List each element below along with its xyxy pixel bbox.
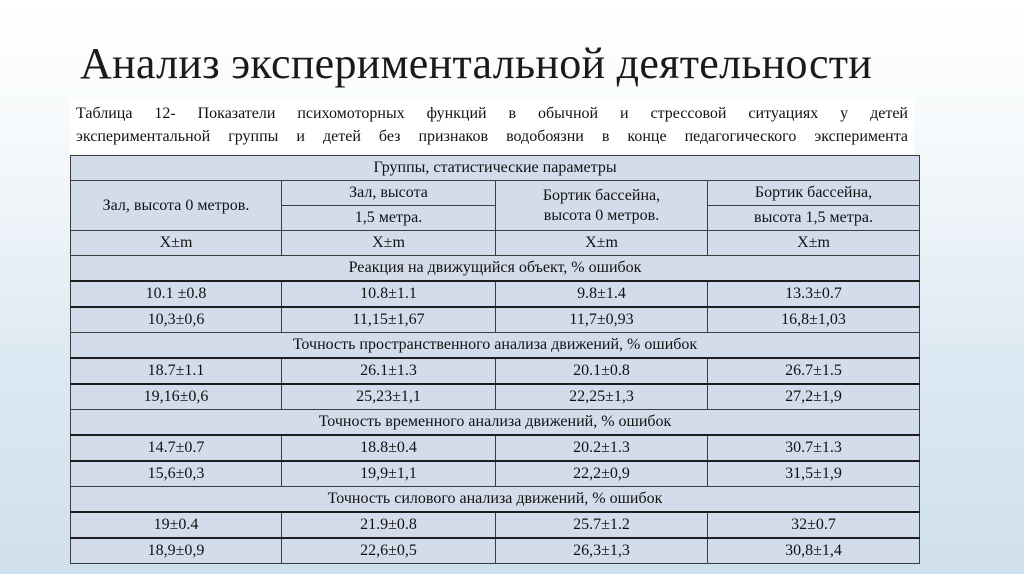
section-title: Точность силового анализа движений, % ошибок [71,487,920,513]
table-cell: 26,3±1,3 [496,538,708,564]
table-row [71,307,920,333]
table-cell: 15,6±0,3 [71,461,282,487]
table-cell: 18.7±1.1 [71,358,282,384]
table-cell: 13.3±0.7 [708,281,920,307]
table-row [71,281,920,307]
column-header-hall-1-5m-line2: 1,5 метра. [282,206,496,231]
table-row [71,435,920,461]
results-table [70,155,920,564]
column-header-pool-0m-line2: высота 0 метров. [543,206,660,224]
column-header-pool-0m-line1: Бортик бассейна, [542,186,661,204]
table-cell: 20.2±1.3 [496,435,708,461]
table-cell: 27,2±1,9 [708,384,920,410]
table-cell: 19±0.4 [71,512,282,538]
table-caption [70,99,914,154]
section-title: Точность временного анализа движений, % ошибок [71,410,920,436]
table-cell: 20.1±0.8 [496,358,708,384]
column-header-hall-1-5m-line1: Зал, высота [282,181,496,206]
caption-line-1: Таблица 12- Показатели психомоторных функций в обычной и стрессовой ситуациях у детей [76,105,908,122]
section-title: Реакция на движущийся объект, % ошибок [71,256,920,282]
table-row [71,384,920,410]
table-cell: 9.8±1.4 [496,281,708,307]
section-title: Точность пространственного анализа движений, % ошибок [71,333,920,359]
table-cell: 22,25±1,3 [496,384,708,410]
table-cell: 22,2±0,9 [496,461,708,487]
table-row [71,358,920,384]
table-cell: 11,7±0,93 [496,307,708,333]
param-cell: X±m [708,231,920,256]
table-row [71,538,920,564]
table-cell: 25.7±1.2 [496,512,708,538]
results-table-wrapper [70,155,919,564]
param-cell: X±m [71,231,282,256]
table-cell: 14.7±0.7 [71,435,282,461]
column-header-hall-0m: Зал, высота 0 метров. [71,181,282,231]
caption-line-2: экспериментальной группы и детей без признаков водобоязни в конце педагогического эксперимента [76,128,908,145]
table-cell: 10,3±0,6 [71,307,282,333]
table-cell: 16,8±1,03 [708,307,920,333]
table-cell: 22,6±0,5 [282,538,496,564]
table-cell: 11,15±1,67 [282,307,496,333]
table-cell: 18.8±0.4 [282,435,496,461]
table-cell: 30.7±1.3 [708,435,920,461]
table-cell: 19,16±0,6 [71,384,282,410]
table-cell: 26.1±1.3 [282,358,496,384]
table-cell: 10.8±1.1 [282,281,496,307]
group-header-cell: Группы, статистические параметры [71,156,920,181]
table-row [71,461,920,487]
column-header-pool-1-5m-line1: Бортик бассейна, [708,181,920,206]
table-cell: 25,23±1,1 [282,384,496,410]
table-cell: 31,5±1,9 [708,461,920,487]
table-cell: 18,9±0,9 [71,538,282,564]
table-cell: 19,9±1,1 [282,461,496,487]
table-cell: 26.7±1.5 [708,358,920,384]
table-cell: 21.9±0.8 [282,512,496,538]
column-header-pool-1-5m-line2: высота 1,5 метра. [708,206,920,231]
table-cell: 30,8±1,4 [708,538,920,564]
param-cell: X±m [496,231,708,256]
column-header-pool-0m [496,181,708,231]
table-row [71,512,920,538]
param-cell: X±m [282,231,496,256]
table-cell: 32±0.7 [708,512,920,538]
table-cell: 10.1 ±0.8 [71,281,282,307]
slide-title: Анализ экспериментальной деятельности [80,39,873,88]
